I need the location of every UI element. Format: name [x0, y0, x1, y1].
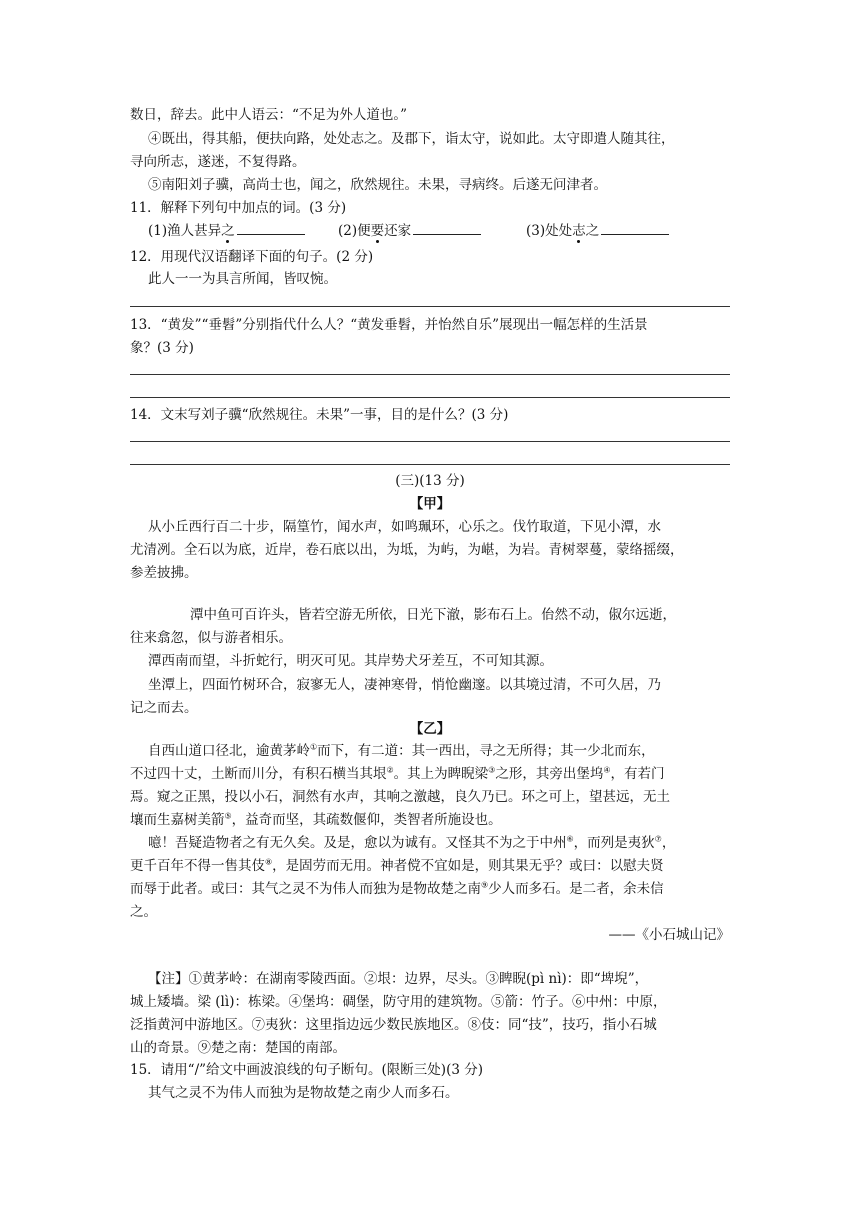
jia-paragraph-4-cont: 记之而去。: [130, 700, 198, 716]
text-span: 更千百年不得一售其伎: [130, 858, 265, 874]
q11-item-3-text: (3)处处: [526, 223, 573, 239]
text-span: ，有若门: [610, 766, 665, 782]
notes-line: 山的奇景。⑨楚之南：楚国的南部。: [130, 1040, 346, 1056]
text-span: 噫！吾疑造物者之有无久矣。及是，愈以为诚有。又怪其不为之于中州: [148, 835, 567, 851]
question-13-stem-cont: 象？(3 分): [130, 340, 194, 356]
text-line: 数日，辞去。此中人语云：“不足为外人道也。”: [130, 107, 408, 123]
text-span: 而下，有二道：其一西出，寻之无所得；其一少北而东，: [317, 743, 655, 759]
q11-dotted-word-1: 之: [221, 223, 235, 239]
answer-line[interactable]: [130, 306, 730, 307]
yi-paragraph-1-cont: [130, 765, 730, 783]
text-span: 而辱于此者。或曰：其气之灵不为伟人而独为是物故楚之南: [130, 881, 481, 897]
question-13-stem: 13．“黄发”“垂髫”分别指代什么人？“黄发垂髫，并怡然自乐”展现出一幅怎样的生活景: [130, 317, 648, 333]
text-span: 不过四十丈，土断而川分，有积石横当其垠: [130, 766, 387, 782]
yi-paragraph-2-cont: [130, 880, 730, 898]
q11-item-3-text-after: 之: [585, 223, 600, 239]
question-12-stem: 12．用现代汉语翻译下面的句子。(2 分): [130, 249, 374, 265]
yi-paragraph-2-cont: 之。: [130, 904, 157, 920]
paragraph-5: ⑤南阳刘子骥，高尚士也，闻之，欣然规往。未果，寻病终。后遂无问津者。: [148, 177, 607, 193]
answer-line[interactable]: [130, 464, 730, 465]
q11-item-1: [148, 222, 338, 240]
text-span: ，而列是夷狄: [573, 835, 655, 851]
yi-paragraph-1-cont: [130, 811, 730, 829]
passage-yi-label: 【乙】: [409, 721, 451, 737]
jia-paragraph-1-cont: 参差披拂。: [130, 565, 198, 581]
notes-line: 泛指黄河中游地区。⑦夷狄：这里指边远少数民族地区。⑧伎：同“技”，技巧，指小石城: [130, 1017, 657, 1033]
section-title: (三)(13 分): [395, 473, 465, 489]
answer-blank[interactable]: [413, 222, 481, 235]
text-span: ，是固劳而无用。神者傥不宜如是，则其果无乎？或曰：以慰夫贤: [272, 858, 664, 874]
yi-paragraph-2: [148, 834, 748, 852]
q11-dotted-word-2: 要: [370, 223, 385, 239]
answer-line[interactable]: [130, 397, 730, 398]
question-14-stem: 14．文末写刘子骥“欣然规往。未果”一事，目的是什么？(3 分): [130, 407, 509, 423]
q11-item-2-text-after: 还家: [384, 223, 412, 239]
yi-paragraph-2-cont: [130, 857, 730, 875]
question-11-stem: 11．解释下列句中加点的词。(3 分): [130, 200, 347, 216]
jia-paragraph-1: 从小丘西行百二十步，隔篁竹，闻水声，如鸣珮环，心乐之。伐竹取道，下见小潭，水: [148, 519, 661, 535]
footnote-marker: ⑦: [654, 834, 662, 844]
text-span: 壤而生嘉树美箭: [130, 812, 225, 828]
notes-line: 城上矮墙。梁 (lì)：栋梁。④堡坞：碉堡，防守用的建筑物。⑤箭：竹子。⑥中州：中原，: [130, 994, 667, 1010]
footnote-marker: ⑨: [481, 880, 489, 890]
text-span: 自西山道口径北，逾黄茅岭: [148, 743, 310, 759]
q11-item-2: [338, 222, 526, 240]
jia-paragraph-2: 潭中鱼可百许头，皆若空游无所依，日光下澈，影布石上。佁然不动，俶尔远逝，: [190, 607, 676, 623]
answer-line[interactable]: [130, 441, 730, 442]
jia-paragraph-3: 潭西南而望，斗折蛇行，明灭可见。其岸势犬牙差互，不可知其源。: [148, 653, 553, 669]
paragraph-4-cont: 寻向所志，遂迷，不复得路。: [130, 154, 306, 170]
question-12-sentence: 此人一一为具言所闻，皆叹惋。: [148, 271, 337, 287]
answer-blank[interactable]: [601, 222, 669, 235]
text-span: 少人而多石。是二者，余未信: [488, 881, 664, 897]
q11-dotted-word-3: 志: [572, 223, 586, 239]
footnote-marker: ②: [386, 765, 394, 775]
footnote-marker: ⑥: [566, 834, 574, 844]
notes-line: 【注】①黄茅岭：在湖南零陵西面。②垠：边界，尽头。③睥睨(pì nì)：即“埤堄”，: [148, 971, 649, 987]
jia-paragraph-2-cont: 往来翕忽，似与游者相乐。: [130, 630, 292, 646]
answer-line[interactable]: [130, 374, 730, 375]
footnote-marker: ⑤: [224, 811, 232, 821]
q11-item-2-text: (2)便: [338, 223, 371, 239]
jia-paragraph-4: 坐潭上，四面竹树环合，寂寥无人，凄神寒骨，悄怆幽邃。以其境过清，不可久居，乃: [148, 677, 661, 693]
yi-paragraph-1-cont: 焉。窥之正黑，投以小石，洞然有水声，其响之激越，良久乃已。环之可上，望甚远，无土: [130, 789, 670, 805]
question-11-items: [148, 222, 748, 240]
text-span: ，益奇而坚，其疏数偃仰，类智者所施设也。: [231, 812, 502, 828]
text-span: ，: [661, 835, 676, 851]
question-15-sentence: 其气之灵不为伟人而独为是物故楚之南少人而多石。: [148, 1085, 459, 1101]
paragraph-4: ④既出，得其船，便扶向路，处处志之。及郡下，诣太守，说如此。太守即遣人随其往，: [148, 131, 675, 147]
answer-blank[interactable]: [237, 222, 305, 235]
passage-jia-label: 【甲】: [409, 496, 451, 512]
passage-source: ——《小石城山记》: [608, 927, 730, 943]
question-15-stem: 15．请用“/”给文中画波浪线的句子断句。(限断三处)(3 分): [130, 1062, 483, 1078]
text-span: 之形，其旁出堡坞: [495, 766, 604, 782]
footnote-marker: ③: [488, 765, 496, 775]
yi-paragraph-1: [148, 742, 748, 760]
footnote-marker: ①: [310, 742, 318, 752]
footnote-marker: ④: [603, 765, 611, 775]
q11-item-1-text: (1)渔人甚异: [148, 223, 222, 239]
text-span: 。其上为睥睨梁: [393, 766, 489, 782]
footnote-marker: ⑧: [265, 857, 273, 867]
q11-item-3: [526, 222, 669, 240]
jia-paragraph-1-cont: 尤清冽。全石以为底，近岸，卷石底以出，为坻，为屿，为嵁，为岩。青树翠蔓，蒙络摇缀，: [130, 542, 684, 558]
